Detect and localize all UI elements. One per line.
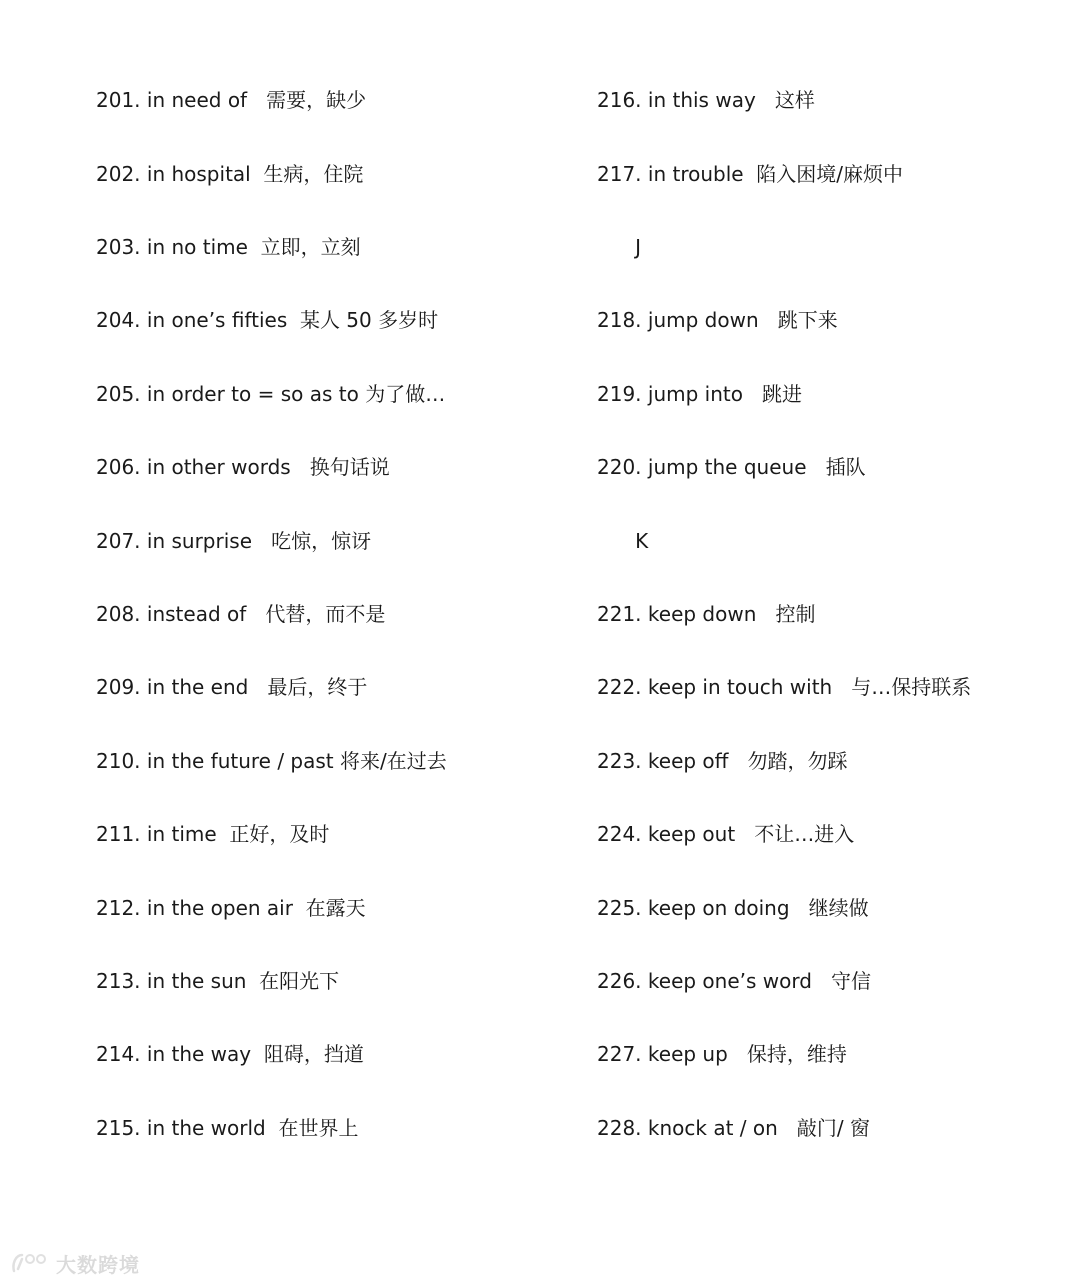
entry-223: 223. keep off 勿踏，勿踩: [597, 749, 848, 773]
section-letter-k: K: [597, 529, 649, 553]
entry-211: 211. in time 正好，及时: [96, 822, 330, 846]
brand-logo-icon: [10, 1251, 50, 1275]
entry-221: 221. keep down 控制: [597, 602, 816, 626]
entry-216: 216. in this way 这样: [597, 88, 815, 112]
entry-215: 215. in the world 在世界上: [96, 1116, 359, 1140]
section-letter-j: J: [597, 235, 642, 259]
entry-204: 204. in one’s fifties 某人 50 多岁时: [96, 308, 439, 332]
entry-218: 218. jump down 跳下来: [597, 308, 838, 332]
watermark-text: 大数跨境: [56, 1252, 140, 1277]
entry-227: 227. keep up 保持，维持: [597, 1042, 847, 1066]
entry-224: 224. keep out 不让…进入: [597, 822, 855, 846]
entry-205: 205. in order to = so as to 为了做…: [96, 382, 446, 406]
entry-210: 210. in the future / past 将来/在过去: [96, 749, 447, 773]
entry-203: 203. in no time 立即，立刻: [96, 235, 361, 259]
entry-212: 212. in the open air 在露天: [96, 896, 366, 920]
entry-222: 222. keep in touch with 与…保持联系: [597, 675, 972, 699]
entry-219: 219. jump into 跳进: [597, 382, 803, 406]
entry-209: 209. in the end 最后，终于: [96, 675, 368, 699]
entry-202: 202. in hospital 生病，住院: [96, 162, 364, 186]
entry-228: 228. knock at / on 敲门/ 窗: [597, 1116, 870, 1140]
entry-208: 208. instead of 代替，而不是: [96, 602, 386, 626]
entry-214: 214. in the way 阻碍，挡道: [96, 1042, 364, 1066]
entry-220: 220. jump the queue 插队: [597, 455, 866, 479]
entry-213: 213. in the sun 在阳光下: [96, 969, 340, 993]
entry-201: 201. in need of 需要，缺少: [96, 88, 367, 112]
entry-226: 226. keep one’s word 守信: [597, 969, 872, 993]
entry-207: 207. in surprise 吃惊，惊讶: [96, 529, 372, 553]
entry-206: 206. in other words 换句话说: [96, 455, 390, 479]
watermark: [10, 1248, 140, 1278]
entry-217: 217. in trouble 陷入困境/麻烦中: [597, 162, 904, 186]
entry-225: 225. keep on doing 继续做: [597, 896, 869, 920]
